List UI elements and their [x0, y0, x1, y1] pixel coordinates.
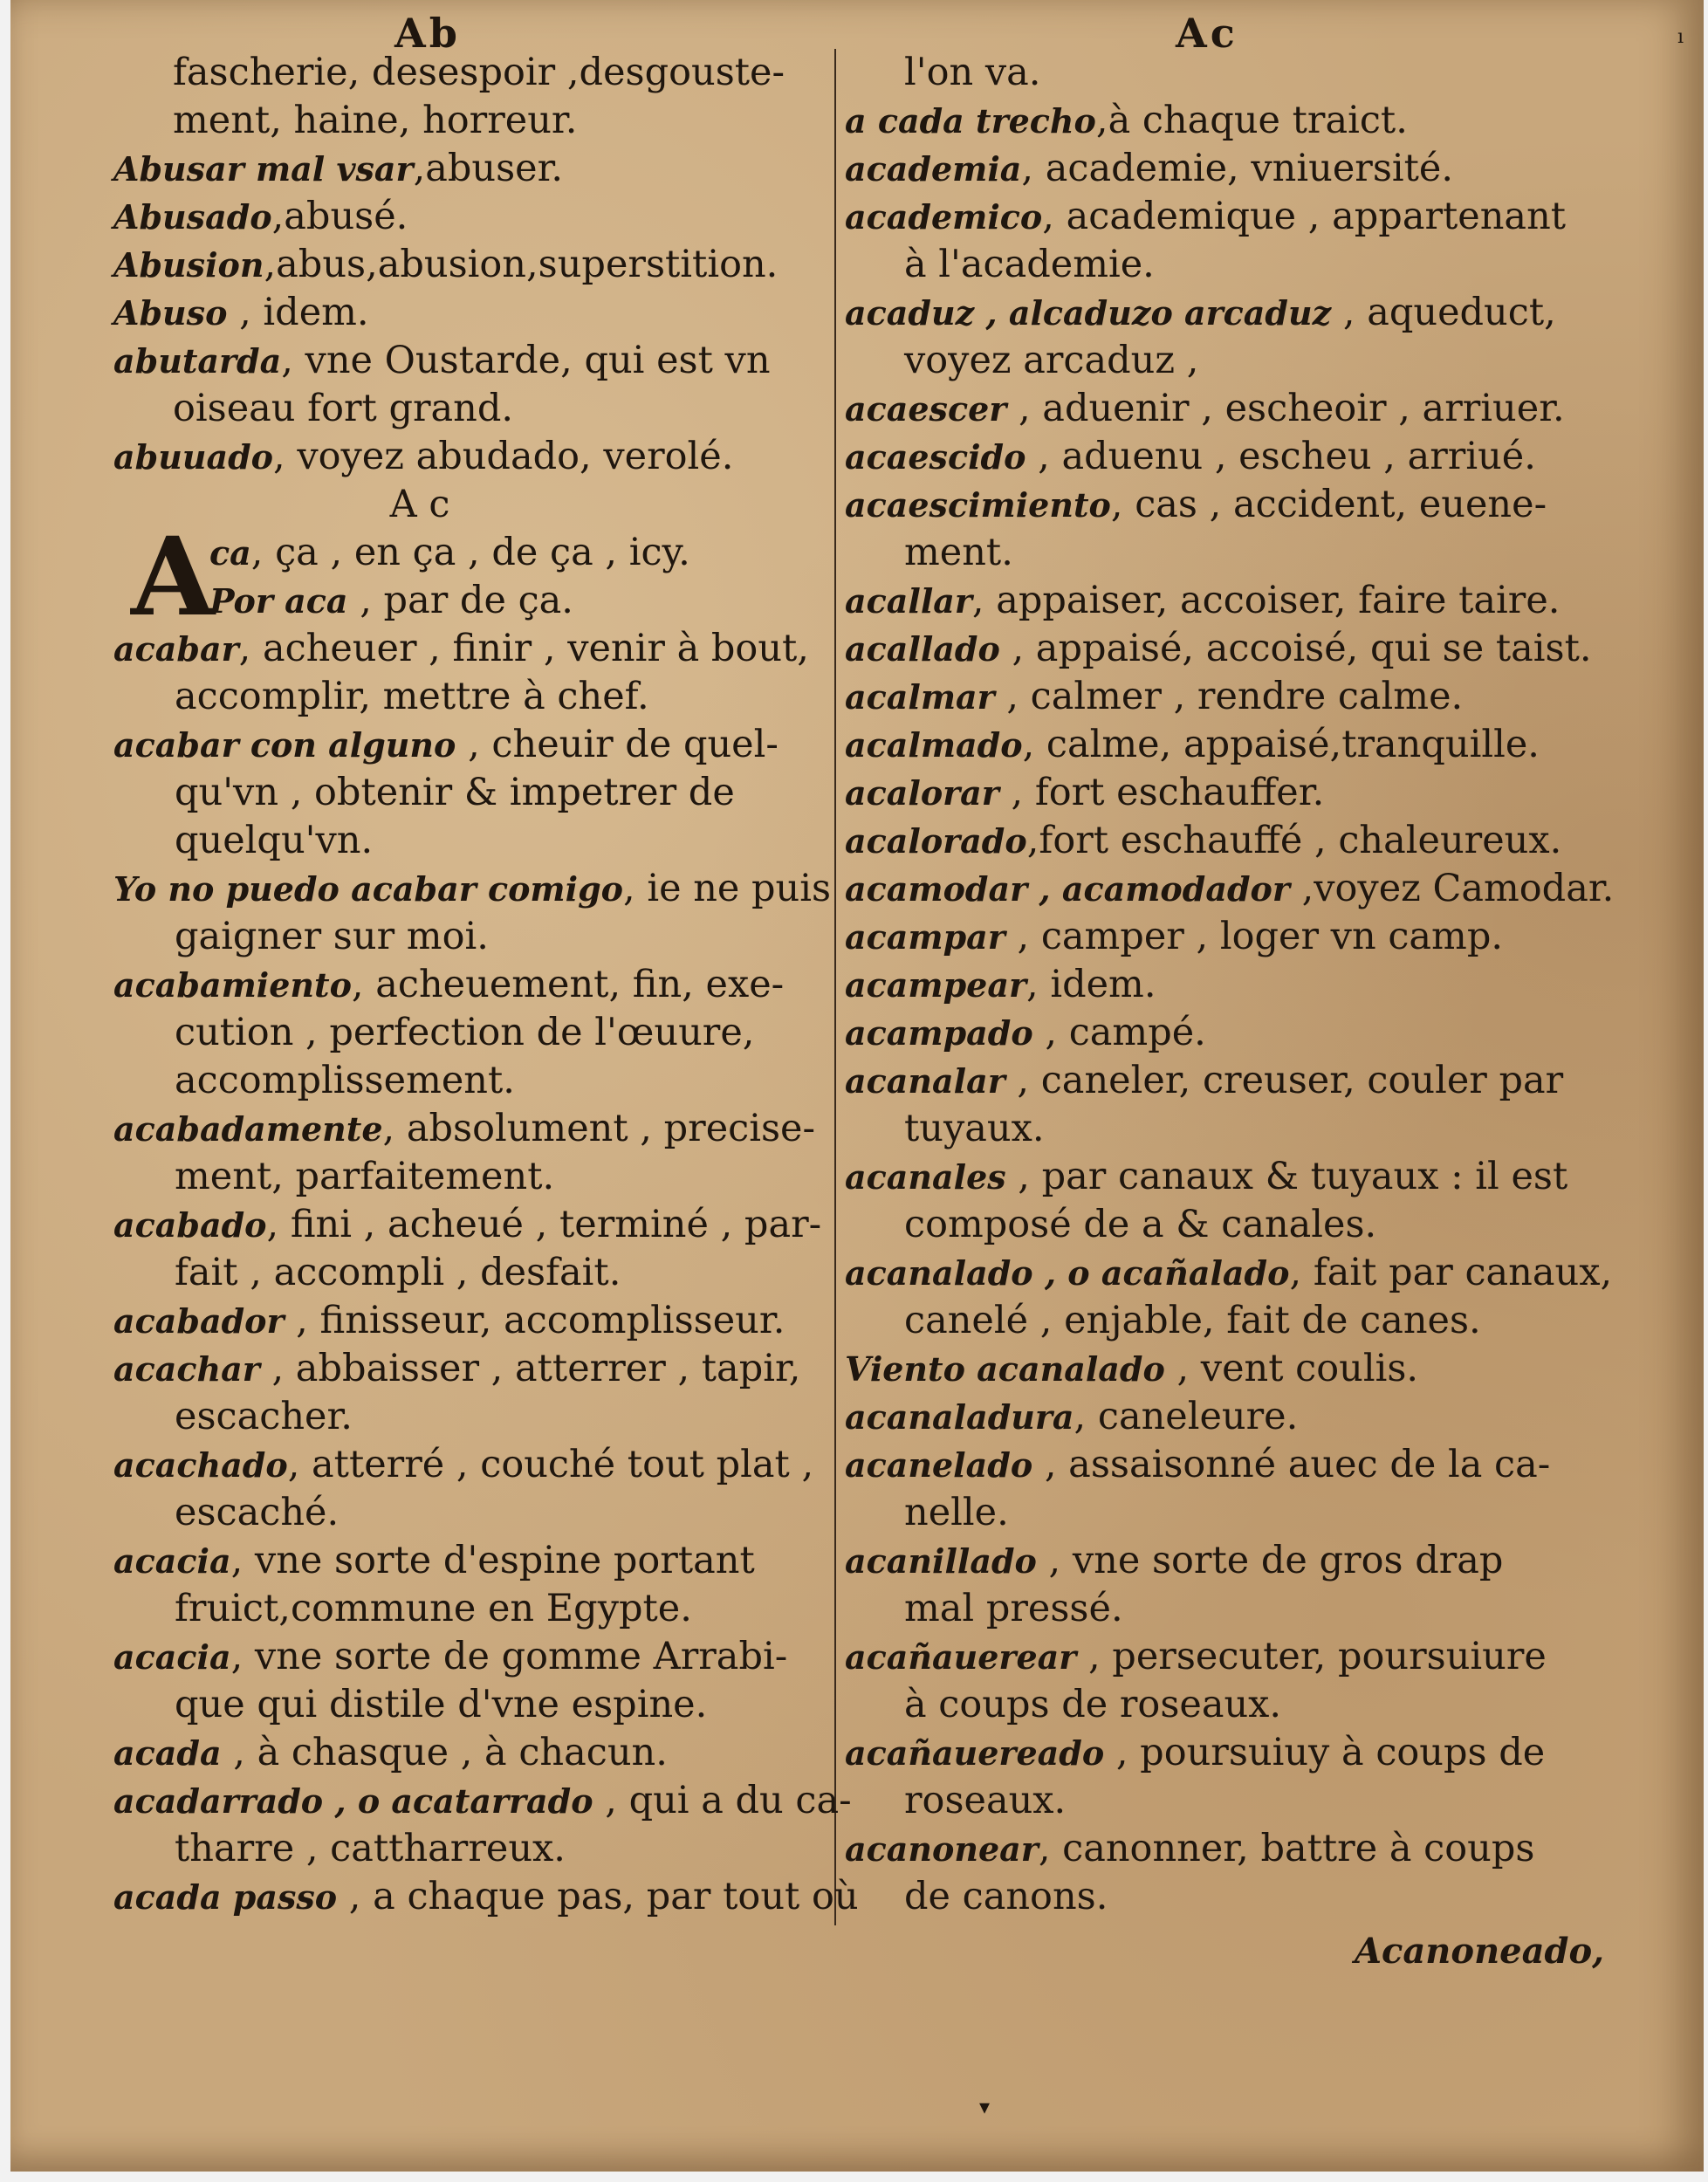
entry-line: [845, 1441, 1648, 1489]
right-column: [845, 49, 1648, 1921]
definition: , caneleure.: [1074, 1395, 1299, 1438]
definition: , voyez abudado, verolé.: [273, 435, 734, 478]
definition: oiseau fort grand.: [173, 387, 514, 430]
entry-line: [113, 1681, 831, 1729]
entry-line: [845, 529, 1648, 577]
definition: que qui distile d'vne espine.: [175, 1683, 708, 1726]
definition: , caneler, creuser, couler par: [1005, 1059, 1564, 1102]
entry-line: [845, 1249, 1648, 1297]
headword: abuuado: [113, 437, 273, 477]
definition: quelqu'vn.: [175, 819, 374, 862]
entry-line: [113, 385, 831, 433]
definition: nelle.: [904, 1491, 1009, 1534]
entry-line: [845, 577, 1648, 625]
entry-line: [845, 1201, 1648, 1249]
definition: gaigner sur moi.: [175, 915, 489, 958]
entry-line: [845, 49, 1648, 97]
headword: acabar: [113, 629, 239, 669]
headword: Yo no puedo acabar comigo: [113, 869, 623, 909]
definition: tuyaux.: [904, 1107, 1045, 1150]
headword: acalmado: [845, 725, 1023, 765]
definition: , fini , acheué , terminé , par-: [266, 1203, 822, 1246]
entry-line: [113, 49, 831, 97]
entry-line: [845, 193, 1648, 241]
definition: , canonner, battre à coups: [1038, 1827, 1535, 1870]
definition: , acheuement, fin, exe-: [351, 963, 785, 1006]
definition: , poursuiuy à coups de: [1104, 1731, 1546, 1774]
headword: a cada trecho: [845, 101, 1096, 141]
entry-line: [845, 1489, 1648, 1537]
headword: acanaladura: [845, 1397, 1074, 1437]
entry-line: [113, 1777, 852, 1825]
definition: escaché.: [175, 1491, 340, 1534]
definition: ment, parfaitement.: [175, 1155, 555, 1198]
headword: acanalar: [845, 1061, 1005, 1101]
entry-line: [845, 1825, 1648, 1873]
headword: Abuso: [113, 293, 228, 333]
definition: , finisseur, accomplisseur.: [284, 1299, 785, 1342]
entry-line: [845, 1297, 1648, 1345]
definition: , vne sorte de gros drap: [1036, 1539, 1504, 1582]
definition: , atterré , couché tout plat ,: [287, 1443, 814, 1486]
entry-line: [113, 673, 831, 721]
entry-line: [113, 1249, 831, 1297]
definition: composé de a & canales.: [904, 1203, 1377, 1246]
headword: acanalado , o acañalado: [845, 1253, 1290, 1293]
entry-line: [845, 673, 1648, 721]
headword: Por aca: [209, 581, 348, 621]
running-head-right: Ac: [1176, 10, 1238, 57]
definition: , aduenir , escheoir , arriuer.: [1006, 387, 1565, 430]
definition: ,abusé.: [271, 195, 408, 238]
definition: , par de ça.: [347, 579, 573, 622]
headword: acacia: [113, 1637, 231, 1677]
definition: l'on va.: [904, 51, 1041, 94]
entry-line: [113, 625, 831, 673]
definition: tharre , cattharreux.: [175, 1827, 566, 1870]
definition: accomplir, mettre à chef.: [175, 675, 649, 718]
right-entries: [845, 49, 1648, 1921]
definition: , qui a du ca-: [593, 1779, 852, 1822]
entry-line: [113, 145, 831, 193]
headword: acabadamente: [113, 1109, 383, 1149]
headword: acanelado: [845, 1445, 1033, 1485]
entry-line: [113, 1585, 831, 1633]
entry-line: [113, 1825, 831, 1873]
definition: ,abus,abusion,superstition.: [264, 243, 779, 286]
entry-line: [845, 1729, 1648, 1777]
entry-line: [113, 961, 831, 1009]
headword: acallado: [845, 629, 1000, 669]
headword: acampar: [845, 917, 1005, 957]
entry-line: [113, 1153, 831, 1201]
definition: , appaisé, accoisé, qui se taist.: [999, 627, 1592, 670]
definition: à l'academie.: [904, 243, 1155, 286]
entry-line: [845, 817, 1648, 865]
definition: ,abuser.: [413, 147, 564, 190]
headword: acabar con alguno: [113, 725, 456, 765]
definition: , cas , accident, euene-: [1110, 483, 1547, 526]
definition: qu'vn , obtenir & impetrer de: [175, 771, 735, 814]
headword: acabador: [113, 1301, 285, 1341]
definition: , appaiser, accoiser, faire taire.: [971, 579, 1561, 622]
entry-line: [113, 433, 831, 481]
entry-line: [845, 721, 1648, 769]
headword: acampear: [845, 965, 1026, 1005]
definition: , fort eschauffer.: [998, 771, 1325, 814]
entry-line: [845, 433, 1648, 481]
headword: abutarda: [113, 341, 282, 381]
headword: ca: [209, 533, 251, 573]
headword: acabado: [113, 1205, 267, 1245]
entry-line: [845, 1057, 1648, 1105]
definition: ,à chaque traict.: [1095, 99, 1408, 142]
headword: acallar: [845, 581, 972, 621]
entry-line: [845, 1681, 1648, 1729]
definition: , par canaux & tuyaux : il est: [1005, 1155, 1568, 1198]
foot-mark: ▾: [979, 2095, 991, 2119]
headword: acachado: [113, 1445, 288, 1485]
headword: acanillado: [845, 1541, 1037, 1581]
definition: , absolument , precise-: [382, 1107, 816, 1150]
headword: acalorado: [845, 821, 1027, 861]
headword: acamodar , acamodador: [845, 869, 1290, 909]
definition: , a chaque pas, par tout où: [337, 1875, 859, 1918]
entry-line: [845, 1585, 1648, 1633]
definition: , academie, vniuersité.: [1021, 147, 1454, 190]
entry-line: [113, 1873, 859, 1921]
entry-line: [113, 913, 831, 961]
definition: voyez arcaduz ,: [904, 339, 1199, 382]
entry-line: [113, 1057, 831, 1105]
headword: acanonear: [845, 1829, 1039, 1869]
entry-line: [113, 1729, 831, 1777]
left-entries-bottom: [113, 625, 859, 1921]
headword: acada: [113, 1733, 222, 1773]
entry-line: [113, 577, 831, 625]
entry-line: [113, 1201, 831, 1249]
definition: cution , perfection de l'œuure,: [175, 1011, 755, 1054]
entry-line: [113, 97, 831, 145]
definition: escacher.: [175, 1395, 353, 1438]
headword: academico: [845, 197, 1043, 237]
column-divider: [834, 49, 836, 1925]
definition: ,voyez Camodar.: [1289, 867, 1615, 910]
entry-line: [113, 241, 831, 289]
headword: Abusion: [113, 245, 264, 285]
entry-line: [113, 865, 831, 913]
entry-line: [113, 1105, 831, 1153]
headword: Abusar mal vsar: [113, 149, 414, 189]
definition: , vent coulis.: [1164, 1347, 1419, 1390]
entry-line: [845, 1345, 1648, 1393]
definition: , à chasque , à chacun.: [221, 1731, 668, 1774]
definition: de canons.: [904, 1875, 1108, 1918]
definition: , aqueduct,: [1331, 291, 1556, 334]
definition: à coups de roseaux.: [904, 1683, 1282, 1726]
entry-line: [113, 1345, 831, 1393]
definition: , vne sorte de gomme Arrabi-: [230, 1635, 788, 1678]
entry-line: [845, 145, 1648, 193]
entry-line: [845, 385, 1648, 433]
headword: Viento acanalado: [845, 1349, 1165, 1389]
entry-line: [845, 625, 1648, 673]
headword: acachar: [113, 1349, 260, 1389]
definition: , idem.: [1025, 963, 1156, 1006]
entry-line: [845, 1153, 1648, 1201]
definition: mal pressé.: [904, 1587, 1123, 1630]
definition: ment.: [904, 531, 1013, 574]
entry-line: [845, 1393, 1648, 1441]
headword: acaescer: [845, 389, 1007, 429]
definition: fait , accompli , desfait.: [175, 1251, 621, 1294]
entry-line: [845, 913, 1648, 961]
headword: acadarrado , o acatarrado: [113, 1781, 593, 1821]
definition: , camper , loger vn camp.: [1005, 915, 1504, 958]
entry-line: [113, 289, 831, 337]
headword: Abusado: [113, 197, 272, 237]
left-column: [113, 49, 859, 1921]
definition: fruict,commune en Egypte.: [175, 1587, 692, 1630]
entry-line: [845, 1633, 1648, 1681]
headword: acalmar: [845, 677, 995, 717]
definition: accomplissement.: [175, 1059, 515, 1102]
left-entries-top: [113, 49, 831, 481]
definition: , campé.: [1032, 1011, 1206, 1054]
entry-line: [113, 193, 831, 241]
entry-line: [113, 769, 831, 817]
entry-line: [113, 721, 831, 769]
headword: acalorar: [845, 773, 999, 813]
entry-line: [845, 865, 1648, 913]
dictionary-page: [10, 0, 1704, 2172]
entry-line: [845, 337, 1648, 385]
definition: , assaisonné auec de la ca-: [1032, 1443, 1551, 1486]
headword: acaduz , alcaduzo arcaduz: [845, 293, 1332, 333]
definition: , persecuter, poursuiure: [1076, 1635, 1547, 1678]
entry-line: [113, 1489, 831, 1537]
definition: , ça , en ça , de ça , icy.: [250, 531, 690, 574]
entry-line: [113, 817, 831, 865]
entry-line: [845, 1009, 1648, 1057]
definition: , idem.: [227, 291, 369, 334]
entry-line: [845, 1537, 1648, 1585]
headword: acaescido: [845, 437, 1026, 477]
running-head-left: Ab: [394, 10, 461, 57]
definition: , acheuer , finir , venir à bout,: [238, 627, 809, 670]
corner-mark: ı: [1677, 26, 1684, 48]
entry-line: [113, 1297, 831, 1345]
headword: acanales: [845, 1157, 1006, 1197]
entry-line: [113, 1441, 831, 1489]
entry-line: [845, 481, 1648, 529]
headword: acaescimiento: [845, 485, 1111, 525]
headword: acampado: [845, 1013, 1033, 1053]
entry-line: [845, 961, 1648, 1009]
entry-line: [113, 1393, 831, 1441]
section-heading: A c: [389, 483, 450, 526]
definition: , abbaisser , atterrer , tapir,: [259, 1347, 801, 1390]
entry-line: [845, 97, 1648, 145]
definition: , cheuir de quel-: [456, 723, 779, 766]
entry-line: [845, 241, 1648, 289]
definition: , academique , appartenant: [1042, 195, 1567, 238]
definition: , ie ne puis: [623, 867, 832, 910]
headword: acabamiento: [113, 965, 352, 1005]
entry-line: [113, 529, 831, 577]
catchword: Acanoneado,: [1355, 1931, 1605, 1972]
definition: fascherie, desespoir ,desgouste-: [173, 51, 785, 94]
entry-line: [845, 1105, 1648, 1153]
definition: , vne sorte d'espine portant: [230, 1539, 755, 1582]
drop-initial-block: [113, 514, 831, 641]
definition: , fait par canaux,: [1289, 1251, 1613, 1294]
headword: acañauereado: [845, 1733, 1105, 1773]
definition: , vne Oustarde, qui est vn: [281, 339, 771, 382]
entry-line: [113, 1537, 831, 1585]
definition: ,fort eschauffé , chaleureux.: [1026, 819, 1562, 862]
definition: , calmer , rendre calme.: [994, 675, 1464, 718]
definition: canelé , enjable, fait de canes.: [904, 1299, 1481, 1342]
headword: acada passo: [113, 1877, 338, 1917]
entry-line: [113, 1009, 831, 1057]
definition: , calme, appaisé,tranquille.: [1022, 723, 1540, 766]
entry-line: [845, 769, 1648, 817]
definition: , aduenu , escheu , arriué.: [1025, 435, 1536, 478]
entry-line: [113, 337, 831, 385]
entry-line: [113, 1633, 831, 1681]
headword: acacia: [113, 1541, 231, 1581]
drop-initial: A: [131, 514, 216, 641]
definition: ment, haine, horreur.: [173, 99, 578, 142]
entry-line: [845, 1873, 1648, 1921]
headword: academia: [845, 149, 1022, 189]
definition: roseaux.: [904, 1779, 1067, 1822]
headword: acañauerear: [845, 1637, 1077, 1677]
entry-line: [845, 1777, 1648, 1825]
entry-line: [845, 289, 1648, 337]
